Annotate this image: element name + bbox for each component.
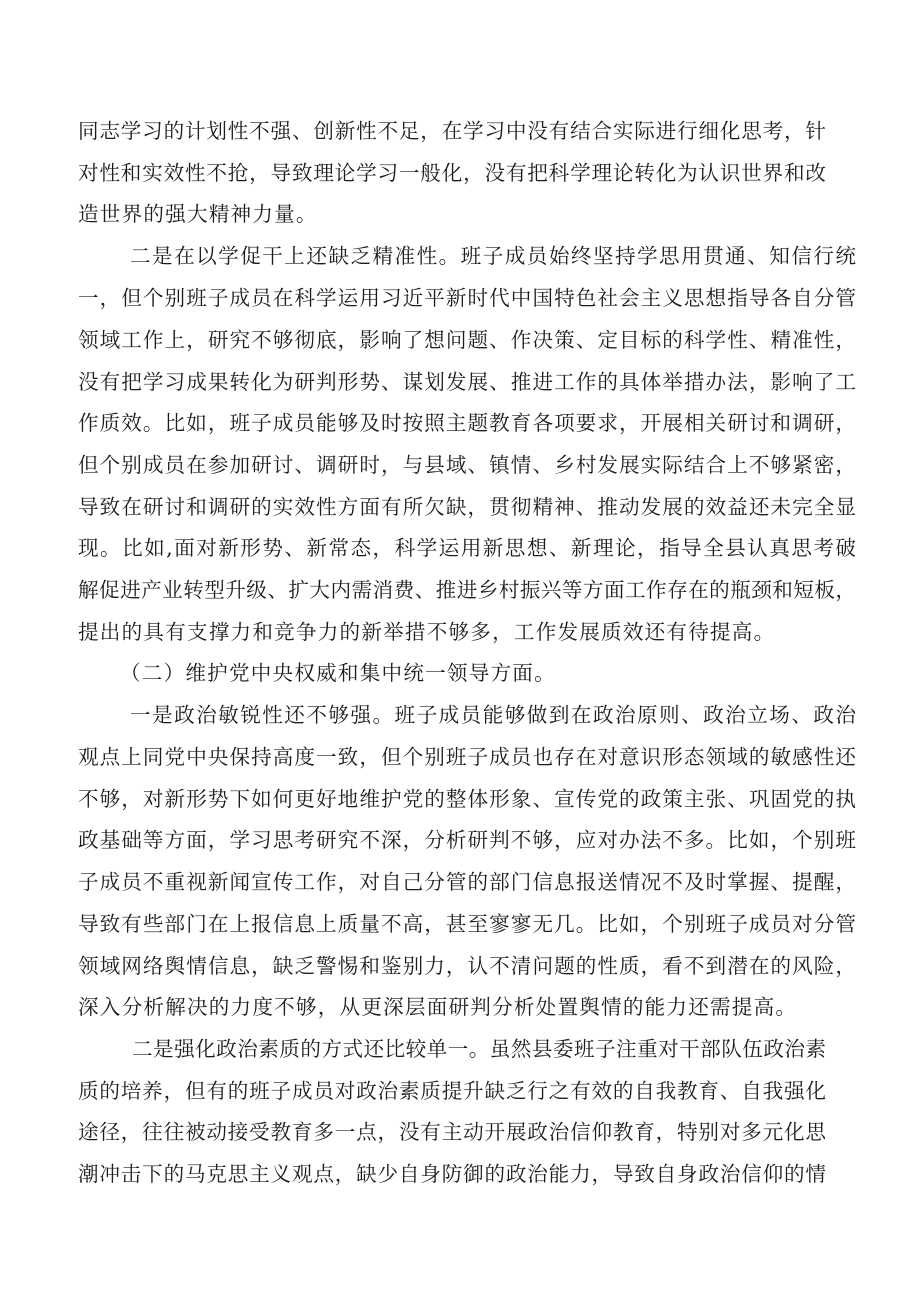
text-line: 质的培养，但有的班子成员对政治素质提升缺乏行之有效的自我教育、自我强化 [78,1079,826,1103]
text-line: 政基础等方面，学习思考研究不深，分析研判不够，应对办法不多。比如，个别班 [78,828,856,852]
text-line: 造世界的强大精神力量。 [78,202,318,226]
text-line: 但个别成员在参加研讨、调研时，与县域、镇情、乡村发展实际结合上不够紧密， [78,453,856,477]
text-line: 作质效。比如，班子成员能够及时按照主题教育各项要求，开展相关研讨和调研， [78,411,856,435]
text-line: 领域工作上，研究不够彻底，影响了想问题、作决策、定目标的科学性、精准性， [78,328,856,352]
text-line: 同志学习的计划性不强、创新性不足，在学习中没有结合实际进行细化思考，针 [78,119,826,143]
paragraph-start-line: 二是强化政治素质的方式还比较单一。虽然县委班子注重对干部队伍政治素 [132,1037,826,1061]
text-line: 导致有些部门在上报信息上质量不高，甚至寥寥无几。比如，个别班子成员对分管 [78,912,856,936]
text-line: 不够，对新形势下如何更好地维护党的整体形象、宣传党的政策主张、巩固党的执 [78,787,856,811]
text-line: 导致在研讨和调研的实效性方面有所欠缺，贯彻精神、推动发展的效益还未完全显 [78,495,856,519]
section-heading: （二）维护党中央权威和集中统一领导方面。 [120,661,556,685]
text-line: 没有把学习成果转化为研判形势、谋划发展、推进工作的具体举措办法，影响了工 [78,370,856,394]
text-line: 途径，往往被动接受教育多一点，没有主动开展政治信仰教育，特别对多元化思 [78,1120,826,1144]
text-line: 观点上同党中央保持高度一致，但个别班子成员也存在对意识形态领域的敏感性还 [78,745,856,769]
paragraph-start-line: 二是在以学促干上还缺乏精准性。班子成员始终坚持学思用贯通、知信行统 [130,244,856,268]
text-line: 深入分析解决的力度不够，从更深层面研判分析处置舆情的能力还需提高。 [78,995,798,1019]
text-line: 提出的具有支撑力和竞争力的新举措不够多，工作发展质效还有待提高。 [78,620,776,644]
text-line: 现。比如,面对新形势、新常态，科学运用新思想、新理论，指导全县认真思考破 [78,536,856,560]
text-line: 解促进产业转型升级、扩大内需消费、推进乡村振兴等方面工作存在的瓶颈和短板， [78,578,856,602]
paragraph-start-line: 一是政治敏锐性还不够强。班子成员能够做到在政治原则、政治立场、政治 [130,703,856,727]
text-line: 一，但个别班子成员在科学运用习近平新时代中国特色社会主义思想指导各自分管 [78,286,856,310]
text-line: 子成员不重视新闻宣传工作，对自己分管的部门信息报送情况不及时掌握、提醒， [78,870,856,894]
text-line: 领域网络舆情信息，缺乏警惕和鉴别力，认不清问题的性质，看不到潜在的风险， [78,954,856,978]
text-line: 潮冲击下的马克思主义观点，缺少自身防御的政治能力，导致自身政治信仰的情 [78,1162,826,1186]
text-line: 对性和实效性不抢，导致理论学习一般化，没有把科学理论转化为认识世界和改 [78,161,826,185]
